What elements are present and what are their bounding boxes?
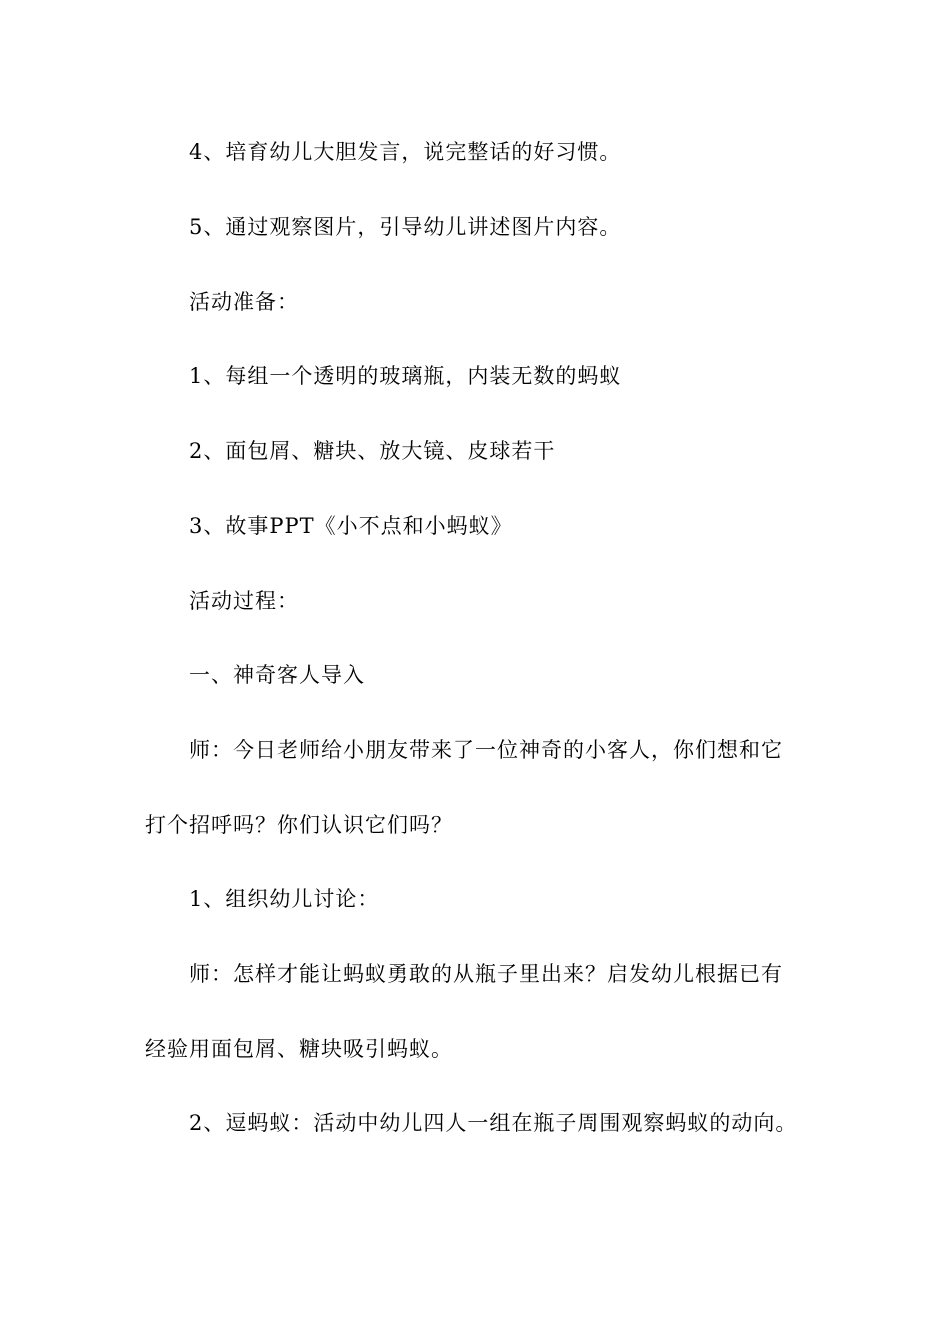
paragraph-preparation-2: 2、面包屑、糖块、放大镜、皮球若干 xyxy=(189,439,556,463)
paragraph-ant-observation: 2、逗蚂蚁：活动中幼儿四人一组在瓶子周围观察蚂蚁的动向。 xyxy=(189,1111,798,1135)
heading-section-one: 一、神奇客人导入 xyxy=(189,663,365,687)
paragraph-teacher-intro: 师：今日老师给小朋友带来了一位神奇的小客人，你们想和它 xyxy=(189,738,783,762)
paragraph-goal-5: 5、通过观察图片，引导幼儿讲述图片内容。 xyxy=(189,215,622,239)
paragraph-teacher-question-cont: 经验用面包屑、糖块吸引蚂蚁。 xyxy=(145,1037,453,1061)
paragraph-teacher-question: 师：怎样才能让蚂蚁勇敢的从瓶子里出来？启发幼儿根据已有 xyxy=(189,962,783,986)
paragraph-preparation-1: 1、每组一个透明的玻璃瓶，内装无数的蚂蚁 xyxy=(189,364,622,388)
paragraph-discussion: 1、组织幼儿讨论： xyxy=(189,887,380,911)
paragraph-teacher-intro-cont: 打个招呼吗？你们认识它们吗？ xyxy=(145,813,453,837)
heading-activity-process: 活动过程： xyxy=(189,589,299,613)
paragraph-preparation-3: 3、故事PPT《小不点和小蚂蚁》 xyxy=(189,514,513,538)
paragraph-goal-4: 4、培育幼儿大胆发言，说完整话的好习惯。 xyxy=(189,140,622,164)
heading-activity-preparation: 活动准备： xyxy=(189,290,299,314)
